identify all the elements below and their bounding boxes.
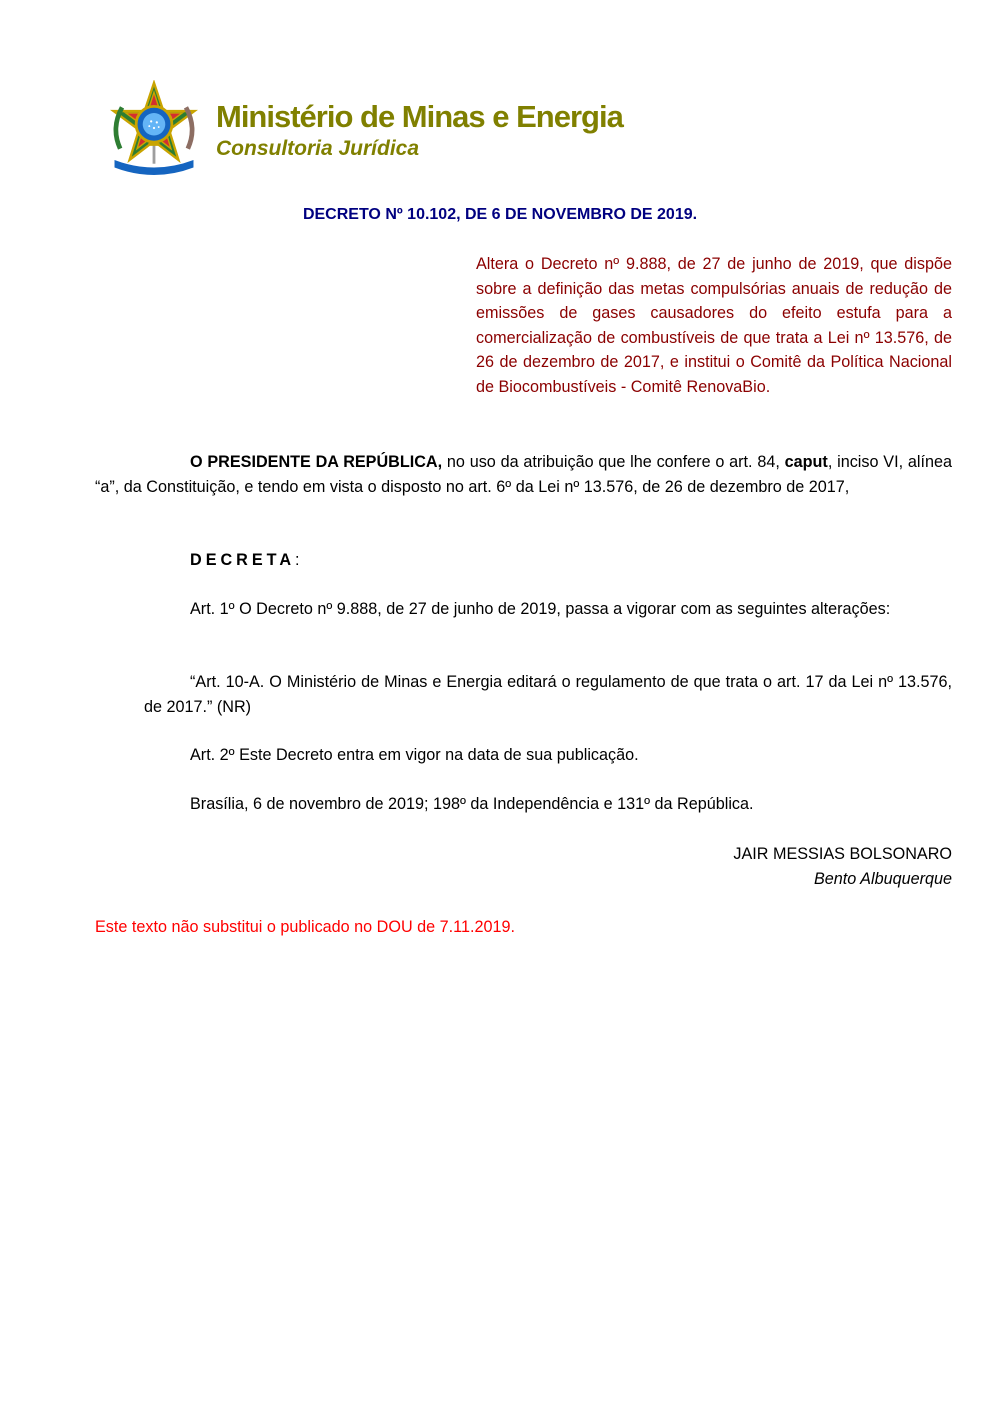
preamble-paragraph <box>95 450 952 499</box>
preamble-lead: O PRESIDENTE DA REPÚBLICA, <box>190 453 443 471</box>
decreta-heading <box>190 548 300 573</box>
brazil-coat-of-arms-icon <box>107 80 201 176</box>
preamble-caput: caput <box>784 453 828 471</box>
article-10a-quote: “Art. 10-A. O Ministério de Minas e Energia editará o regulamento de que trata o art. 17 da Lei nº 13.576, de 2017.” (NR) <box>144 673 952 716</box>
decree-title: DECRETO Nº 10.102, DE 6 DE NOVEMBRO DE 2019. <box>302 206 698 223</box>
signature-block <box>733 842 952 891</box>
minister-signature: Bento Albuquerque <box>813 869 952 888</box>
article-1: Art. 1º O Decreto nº 9.888, de 27 de junho de 2019, passa a vigorar com as seguintes alterações: <box>190 600 891 618</box>
decreta-colon: : <box>295 551 300 569</box>
article-2: Art. 2º Este Decreto entra em vigor na data de sua publicação. <box>190 746 639 764</box>
decree-summary: Altera o Decreto nº 9.888, de 27 de junho de 2019, que dispõe sobre a definição das metas compulsórias anuais de redução de emissões de gases causadores do efeito estufa para a comercialização de combustíveis de que trata a Lei nº 13.576, de 26 de dezembro de 2017, e institui o Comitê da Política Nacional de Biocombustíveis - Comitê RenovaBio. <box>476 255 952 396</box>
publication-note: Este texto não substitui o publicado no DOU de 7.11.2019. <box>95 918 515 936</box>
president-signature: JAIR MESSIAS BOLSONARO <box>733 845 952 863</box>
ministry-subtitle: Consultoria Jurídica <box>216 137 420 160</box>
place-and-date: Brasília, 6 de novembro de 2019; 198º da Independência e 131º da República. <box>190 795 754 813</box>
decreta-word: DECRETA <box>190 551 296 569</box>
preamble-text-1: no uso da atribuição que lhe confere o art. 84, <box>442 453 785 471</box>
preamble-text-2: , inciso VI, alínea “a”, da Constituição, e tendo em vista o disposto no art. 6º da Lei nº 13.576, de 26 de dezembro de 2017, <box>95 453 952 496</box>
ministry-name: Ministério de Minas e Energia <box>216 99 623 134</box>
